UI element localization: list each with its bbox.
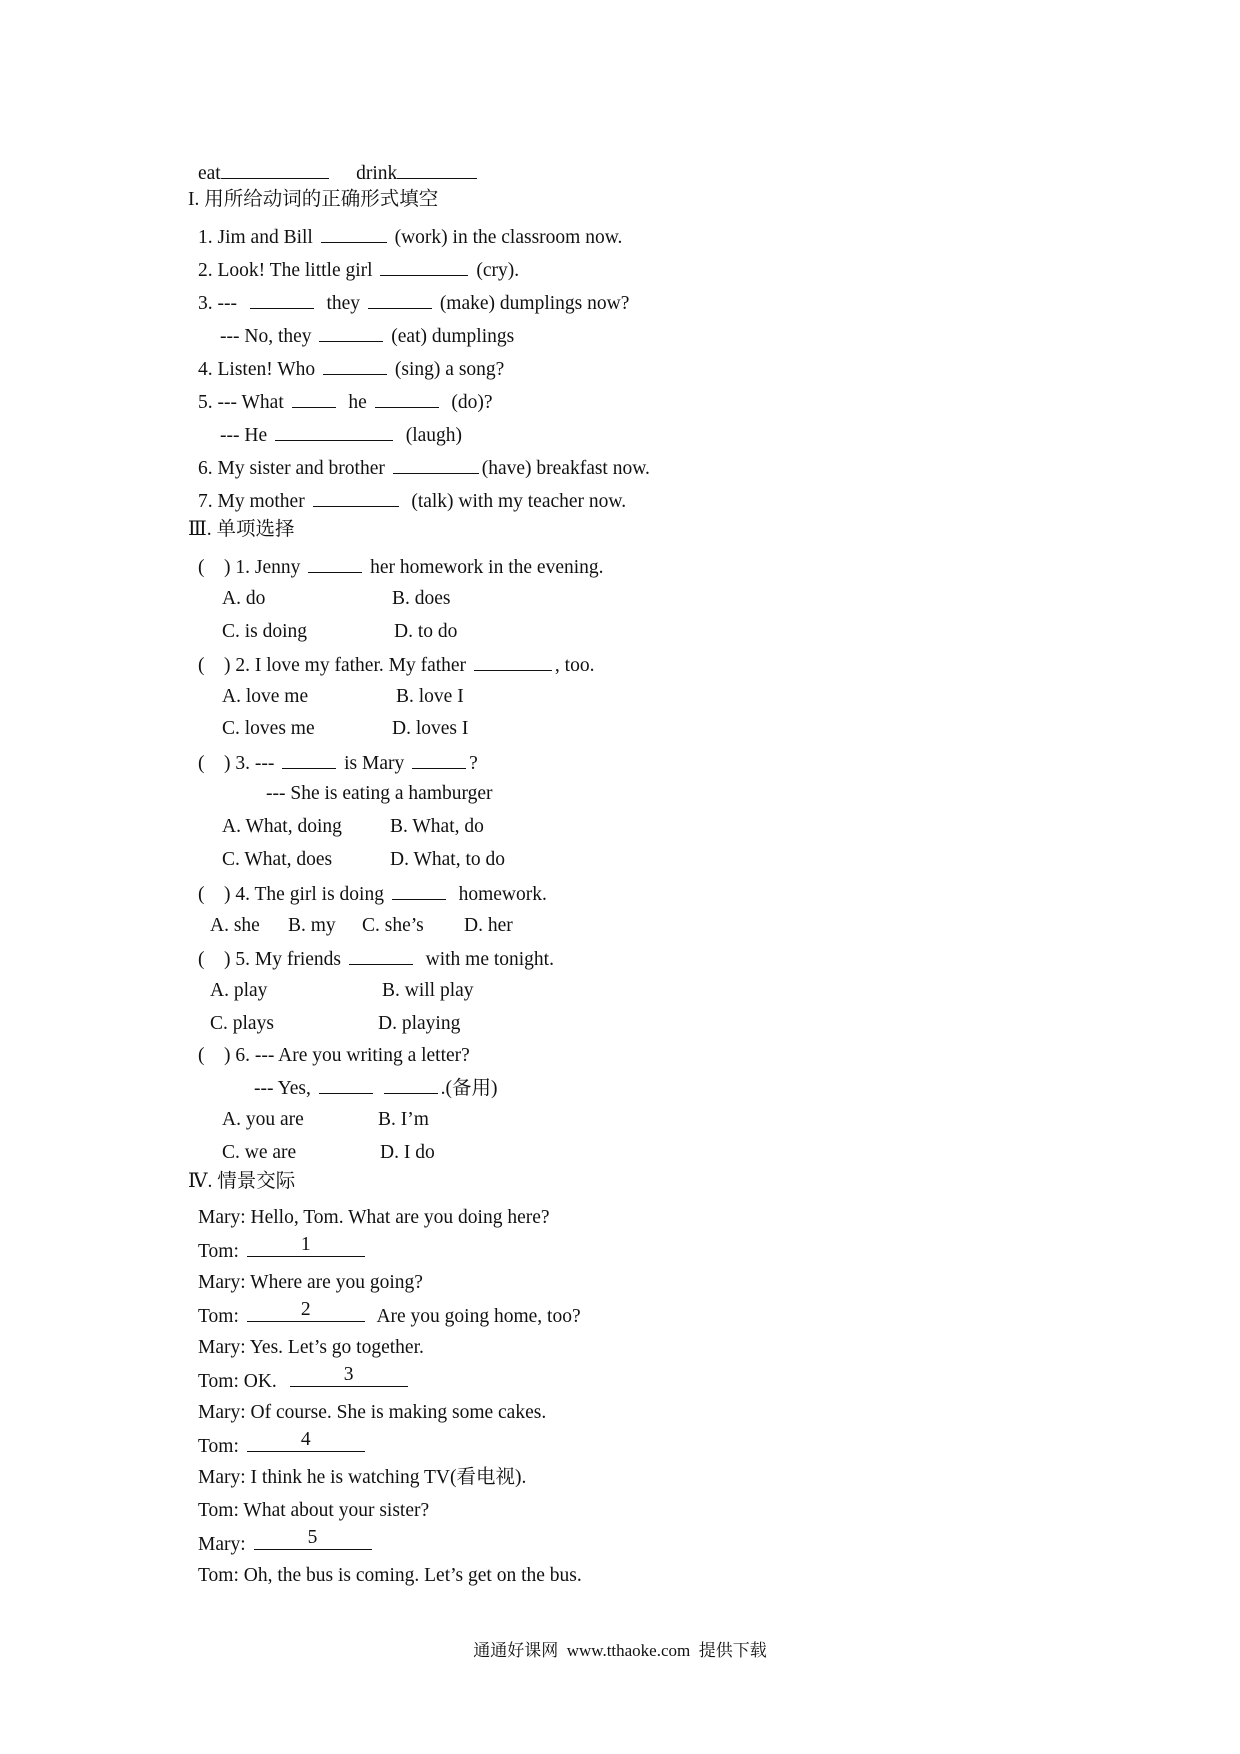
s3-q5-option-a[interactable]: A. play — [210, 980, 268, 1001]
s3-q5-option-d[interactable]: D. playing — [378, 1013, 461, 1034]
word-eat: eat — [198, 163, 221, 184]
blank[interactable] — [254, 1527, 372, 1550]
blank[interactable] — [247, 1299, 365, 1322]
blank[interactable] — [221, 160, 329, 179]
blank-number: 1 — [300, 1234, 311, 1255]
dialogue-line-12: Tom: Oh, the bus is coming. Let’s get on the bus. — [198, 1565, 582, 1586]
section-3-title: Ⅲ. 单项选择 — [188, 519, 295, 540]
s1-question-7: 7. My mother (talk) with my teacher now. — [198, 488, 626, 514]
blank[interactable] — [393, 455, 479, 474]
s3-q1-option-a[interactable]: A. do — [222, 588, 266, 609]
blank-number: 2 — [300, 1299, 311, 1320]
s3-question-2: ( ) 2. I love my father. My father , too. — [198, 652, 594, 678]
blank-number: 4 — [300, 1429, 311, 1450]
blank[interactable] — [323, 356, 387, 375]
dialogue-line-3: Mary: Where are you going? — [198, 1272, 423, 1293]
dialogue-line-6: Tom: OK. 3 — [198, 1368, 411, 1394]
s3-question-4: ( ) 4. The girl is doing homework. — [198, 881, 547, 907]
s3-q1-option-c[interactable]: C. is doing — [222, 621, 308, 642]
blank[interactable] — [321, 224, 387, 243]
blank[interactable] — [250, 290, 314, 309]
blank[interactable] — [375, 389, 439, 408]
s3-q6-option-b[interactable]: B. I’m — [378, 1109, 429, 1130]
blank[interactable] — [290, 1364, 408, 1387]
dialogue-line-9: Mary: I think he is watching TV(看电视). — [198, 1467, 527, 1488]
blank[interactable] — [392, 881, 446, 900]
blank[interactable] — [247, 1429, 365, 1452]
blank[interactable] — [412, 750, 466, 769]
s3-q1-option-d[interactable]: D. to do — [394, 621, 458, 642]
s3-q3-option-b[interactable]: B. What, do — [390, 816, 484, 837]
s3-q2-option-c[interactable]: C. loves me — [222, 718, 315, 739]
s3-q4-option-a[interactable]: A. she — [210, 915, 260, 936]
blank[interactable] — [247, 1234, 365, 1257]
s1-question-4: 4. Listen! Who (sing) a song? — [198, 356, 504, 382]
s3-q4-option-b[interactable]: B. my — [288, 915, 336, 936]
top-line — [198, 160, 480, 186]
blank[interactable] — [349, 946, 413, 965]
blank[interactable] — [308, 554, 362, 573]
s3-q4-option-c[interactable]: C. she’s — [362, 915, 424, 936]
blank[interactable] — [319, 323, 383, 342]
page-footer: 通通好课网 www.tthaoke.com 提供下载 — [473, 1641, 767, 1660]
s1-question-3-reply: --- No, they (eat) dumplings — [220, 323, 514, 349]
dialogue-line-8: Tom: 4 — [198, 1433, 368, 1459]
s3-question-5: ( ) 5. My friends with me tonight. — [198, 946, 554, 972]
s3-question-6-reply: --- Yes, .(备用) — [254, 1075, 498, 1101]
s3-q1-option-b[interactable]: B. does — [392, 588, 451, 609]
blank[interactable] — [397, 160, 477, 179]
s3-question-3-reply: --- She is eating a hamburger — [266, 783, 493, 804]
s3-q4-option-d[interactable]: D. her — [464, 915, 513, 936]
blank[interactable] — [368, 290, 432, 309]
dialogue-line-2: Tom: 1 — [198, 1238, 368, 1264]
s1-question-5: 5. --- What he (do)? — [198, 389, 493, 415]
word-drink: drink — [356, 163, 398, 184]
s1-question-1: 1. Jim and Bill (work) in the classroom now. — [198, 224, 622, 250]
s3-q3-option-d[interactable]: D. What, to do — [390, 849, 506, 870]
s3-q6-option-d[interactable]: D. I do — [380, 1142, 435, 1163]
blank[interactable] — [384, 1075, 438, 1094]
s1-question-2: 2. Look! The little girl (cry). — [198, 257, 519, 283]
s3-q6-option-a[interactable]: A. you are — [222, 1109, 304, 1130]
s3-q5-option-c[interactable]: C. plays — [210, 1013, 274, 1034]
dialogue-line-4: Tom: 2 Are you going home, too? — [198, 1299, 581, 1327]
blank[interactable] — [313, 488, 399, 507]
dialogue-line-5: Mary: Yes. Let’s go together. — [198, 1337, 424, 1358]
s3-q3-option-a[interactable]: A. What, doing — [222, 816, 342, 837]
s1-question-5-reply: --- He (laugh) — [220, 422, 462, 448]
s3-q2-option-a[interactable]: A. love me — [222, 686, 309, 707]
s3-q3-option-c[interactable]: C. What, does — [222, 849, 333, 870]
s3-q2-option-d[interactable]: D. loves I — [392, 718, 469, 739]
blank-number: 3 — [343, 1364, 354, 1385]
s1-question-3: 3. --- they (make) dumplings now? — [198, 290, 629, 316]
s3-q2-option-b[interactable]: B. love I — [396, 686, 464, 707]
blank[interactable] — [380, 257, 468, 276]
section-1-title: I. 用所给动词的正确形式填空 — [188, 189, 439, 210]
s3-question-3: ( ) 3. --- is Mary ? — [198, 750, 478, 776]
s3-q6-option-c[interactable]: C. we are — [222, 1142, 297, 1163]
blank[interactable] — [282, 750, 336, 769]
section-4-title: Ⅳ. 情景交际 — [188, 1171, 296, 1192]
blank[interactable] — [275, 422, 393, 441]
blank[interactable] — [292, 389, 336, 408]
dialogue-line-10: Tom: What about your sister? — [198, 1500, 430, 1521]
s3-question-1: ( ) 1. Jenny her homework in the evening. — [198, 554, 604, 580]
blank[interactable] — [474, 652, 552, 671]
blank-number: 5 — [307, 1527, 318, 1548]
s3-q5-option-b[interactable]: B. will play — [382, 980, 474, 1001]
dialogue-line-7: Mary: Of course. She is making some cakes. — [198, 1402, 547, 1423]
dialogue-line-1: Mary: Hello, Tom. What are you doing here? — [198, 1207, 550, 1228]
dialogue-line-11: Mary: 5 — [198, 1531, 375, 1557]
s1-question-6: 6. My sister and brother (have) breakfast now. — [198, 455, 650, 481]
s3-question-6: ( ) 6. --- Are you writing a letter? — [198, 1045, 470, 1066]
blank[interactable] — [319, 1075, 373, 1094]
